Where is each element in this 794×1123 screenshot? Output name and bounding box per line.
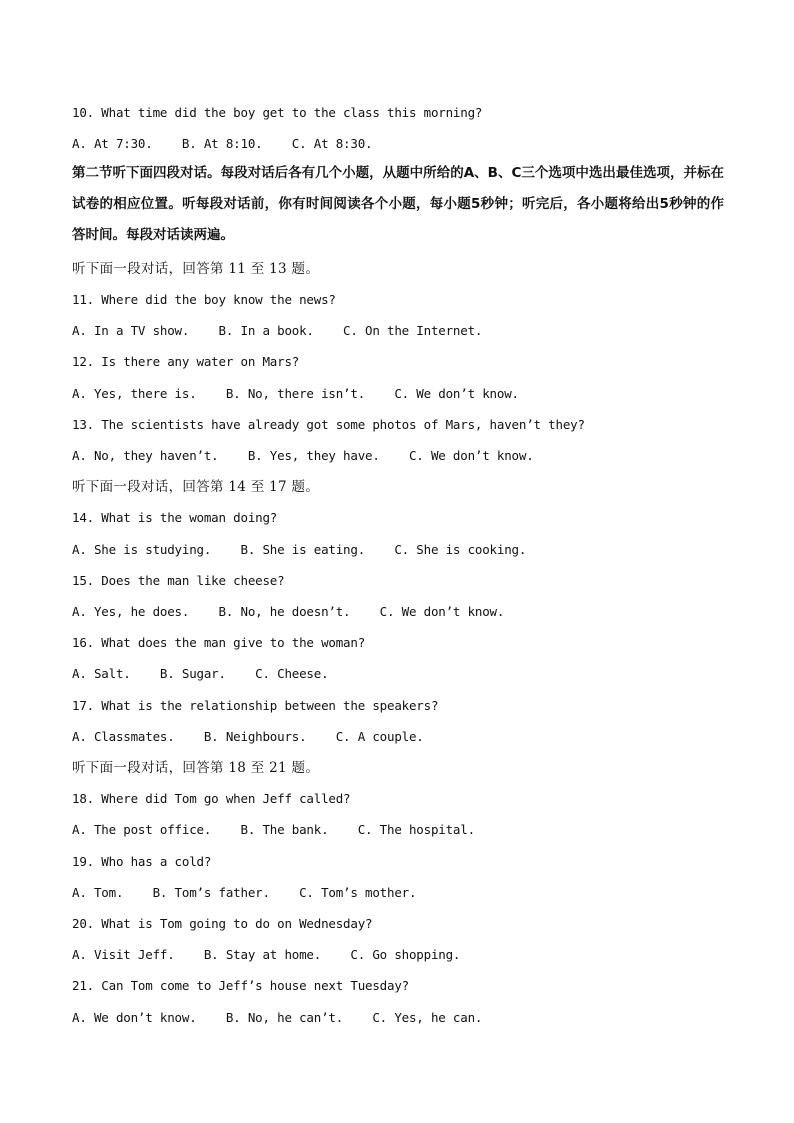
options-15: A. Yes, he does. B. No, he doesn’t. C. We don’t know. [72,604,505,619]
dialogue-heading-1: 听下面一段对话，回答第 11 至 13 题。 [72,261,320,277]
question-11: 11. Where did the boy know the news? [72,292,336,307]
question-13: 13. The scientists have already got some photos of Mars, haven’t they? [72,417,585,432]
question-19: 19. Who has a cold? [72,854,212,869]
options-20: A. Visit Jeff. B. Stay at home. C. Go shopping. [72,947,461,962]
options-10: A. At 7:30. B. At 8:10. C. At 8:30. [72,136,373,151]
options-17: A. Classmates. B. Neighbours. C. A couple. [72,729,424,744]
dialogue-heading-3: 听下面一段对话，回答第 18 至 21 题。 [72,760,320,776]
question-15: 15. Does the man like cheese? [72,573,285,588]
question-14: 14. What is the woman doing? [72,510,278,525]
question-12: 12. Is there any water on Mars? [72,354,300,369]
options-18: A. The post office. B. The bank. C. The hospital. [72,822,475,837]
question-18: 18. Where did Tom go when Jeff called? [72,791,351,806]
options-13: A. No, they haven’t. B. Yes, they have. C. We don’t know. [72,448,534,463]
question-17: 17. What is the relationship between the speakers? [72,698,439,713]
options-21: A. We don’t know. B. No, he can’t. C. Yes, he can. [72,1010,483,1025]
options-19: A. Tom. B. Tom’s father. C. Tom’s mother. [72,885,417,900]
options-14: A. She is studying. B. She is eating. C. She is cooking. [72,542,527,557]
options-12: A. Yes, there is. B. No, there isn’t. C. We don’t know. [72,386,519,401]
question-10: 10. What time did the boy get to the class this morning? [72,105,483,120]
question-16: 16. What does the man give to the woman? [72,635,366,650]
question-20: 20. What is Tom going to do on Wednesday? [72,916,373,931]
options-16: A. Salt. B. Sugar. C. Cheese. [72,666,329,681]
question-21: 21. Can Tom come to Jeff’s house next Tuesday? [72,978,409,993]
section-2-instructions: 第二节听下面四段对话。每段对话后各有几个小题，从题中所给的A、B、C三个选项中选出最佳选项，并标在试卷的相应位置。听每段对话前，你有时间阅读各个小题，每小题5秒钟；听完后，各小题将给出5秒钟的作答时间。每段对话读两遍。 [72,165,724,243]
options-11: A. In a TV show. B. In a book. C. On the Internet. [72,323,483,338]
dialogue-heading-2: 听下面一段对话，回答第 14 至 17 题。 [72,479,320,495]
